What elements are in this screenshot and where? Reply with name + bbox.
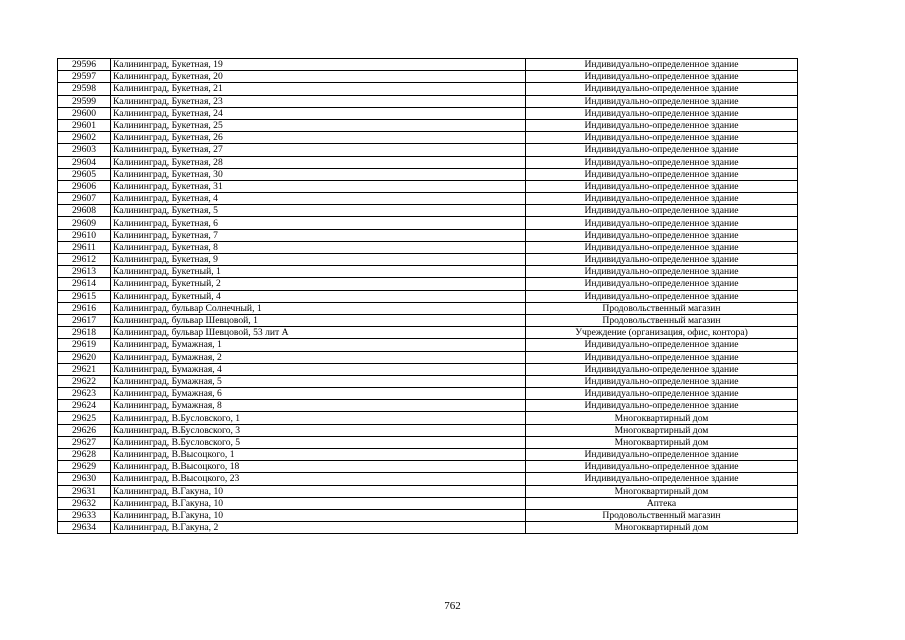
row-address-cell: Калининград, Букетная, 23 <box>111 95 526 107</box>
row-id-cell: 29624 <box>58 400 111 412</box>
table-row <box>58 424 798 436</box>
row-address-cell: Калининград, бульвар Солнечный, 1 <box>111 302 526 314</box>
row-id-cell: 29599 <box>58 95 111 107</box>
row-type-cell: Индивидуально-определенное здание <box>526 363 798 375</box>
row-id-cell: 29604 <box>58 156 111 168</box>
table-row <box>58 400 798 412</box>
row-type-cell: Учреждение (организация, офис, контора) <box>526 327 798 339</box>
table-row <box>58 71 798 83</box>
row-id-cell: 29622 <box>58 375 111 387</box>
row-address-cell: Калининград, Букетная, 20 <box>111 71 526 83</box>
row-id-cell: 29603 <box>58 144 111 156</box>
row-id-cell: 29602 <box>58 132 111 144</box>
row-id-cell: 29613 <box>58 266 111 278</box>
row-id-cell: 29617 <box>58 314 111 326</box>
row-address-cell: Калининград, Бумажная, 5 <box>111 375 526 387</box>
table-row <box>58 436 798 448</box>
row-address-cell: Калининград, В.Гакуна, 10 <box>111 485 526 497</box>
row-type-cell: Индивидуально-определенное здание <box>526 351 798 363</box>
table-row <box>58 314 798 326</box>
table-row <box>58 156 798 168</box>
row-address-cell: Калининград, Букетный, 1 <box>111 266 526 278</box>
row-address-cell: Калининград, Букетная, 31 <box>111 180 526 192</box>
row-type-cell: Индивидуально-определенное здание <box>526 144 798 156</box>
row-id-cell: 29630 <box>58 473 111 485</box>
table-row <box>58 254 798 266</box>
row-type-cell: Индивидуально-определенное здание <box>526 83 798 95</box>
row-address-cell: Калининград, Бумажная, 8 <box>111 400 526 412</box>
row-type-cell: Продовольственный магазин <box>526 509 798 521</box>
row-address-cell: Калининград, Букетная, 21 <box>111 83 526 95</box>
row-type-cell: Индивидуально-определенное здание <box>526 205 798 217</box>
table-row <box>58 95 798 107</box>
row-type-cell: Многоквартирный дом <box>526 412 798 424</box>
row-address-cell: Калининград, Букетная, 30 <box>111 168 526 180</box>
row-id-cell: 29609 <box>58 217 111 229</box>
row-type-cell: Многоквартирный дом <box>526 485 798 497</box>
table-row <box>58 180 798 192</box>
row-type-cell: Индивидуально-определенное здание <box>526 119 798 131</box>
row-type-cell: Индивидуально-определенное здание <box>526 95 798 107</box>
row-address-cell: Калининград, Букетная, 6 <box>111 217 526 229</box>
registry-rows <box>58 59 798 534</box>
table-row <box>58 205 798 217</box>
row-type-cell: Индивидуально-определенное здание <box>526 290 798 302</box>
row-address-cell: Калининград, В.Бусловского, 1 <box>111 412 526 424</box>
row-address-cell: Калининград, В.Гакуна, 10 <box>111 509 526 521</box>
row-address-cell: Калининград, Бумажная, 6 <box>111 388 526 400</box>
row-type-cell: Индивидуально-определенное здание <box>526 71 798 83</box>
table-row <box>58 83 798 95</box>
table-row <box>58 59 798 71</box>
row-address-cell: Калининград, Букетный, 2 <box>111 278 526 290</box>
row-type-cell: Индивидуально-определенное здание <box>526 388 798 400</box>
row-address-cell: Калининград, Букетная, 27 <box>111 144 526 156</box>
table-row <box>58 168 798 180</box>
row-id-cell: 29614 <box>58 278 111 290</box>
row-id-cell: 29608 <box>58 205 111 217</box>
row-type-cell: Многоквартирный дом <box>526 522 798 534</box>
row-id-cell: 29601 <box>58 119 111 131</box>
table-row <box>58 522 798 534</box>
row-type-cell: Многоквартирный дом <box>526 436 798 448</box>
row-id-cell: 29627 <box>58 436 111 448</box>
row-address-cell: Калининград, Букетный, 4 <box>111 290 526 302</box>
row-id-cell: 29606 <box>58 180 111 192</box>
row-id-cell: 29596 <box>58 59 111 71</box>
row-id-cell: 29625 <box>58 412 111 424</box>
table-row <box>58 119 798 131</box>
row-type-cell: Индивидуально-определенное здание <box>526 449 798 461</box>
table-row <box>58 302 798 314</box>
row-address-cell: Калининград, Букетная, 4 <box>111 193 526 205</box>
table-row <box>58 217 798 229</box>
row-address-cell: Калининград, В.Высоцкого, 18 <box>111 461 526 473</box>
row-address-cell: Калининград, В.Бусловского, 3 <box>111 424 526 436</box>
row-address-cell: Калининград, Букетная, 5 <box>111 205 526 217</box>
row-address-cell: Калининград, Букетная, 26 <box>111 132 526 144</box>
row-address-cell: Калининград, В.Высоцкого, 23 <box>111 473 526 485</box>
row-type-cell: Индивидуально-определенное здание <box>526 229 798 241</box>
row-type-cell: Индивидуально-определенное здание <box>526 107 798 119</box>
row-type-cell: Индивидуально-определенное здание <box>526 241 798 253</box>
row-id-cell: 29628 <box>58 449 111 461</box>
row-id-cell: 29634 <box>58 522 111 534</box>
table-row <box>58 327 798 339</box>
row-type-cell: Индивидуально-определенное здание <box>526 339 798 351</box>
table-row <box>58 363 798 375</box>
row-type-cell: Индивидуально-определенное здание <box>526 375 798 387</box>
row-type-cell: Индивидуально-определенное здание <box>526 278 798 290</box>
row-id-cell: 29618 <box>58 327 111 339</box>
row-type-cell: Индивидуально-определенное здание <box>526 180 798 192</box>
table-row <box>58 193 798 205</box>
row-address-cell: Калининград, бульвар Шевцовой, 53 лит А <box>111 327 526 339</box>
row-id-cell: 29620 <box>58 351 111 363</box>
row-id-cell: 29612 <box>58 254 111 266</box>
row-id-cell: 29626 <box>58 424 111 436</box>
row-id-cell: 29610 <box>58 229 111 241</box>
row-type-cell: Индивидуально-определенное здание <box>526 473 798 485</box>
table-row <box>58 144 798 156</box>
table-row <box>58 339 798 351</box>
table-row <box>58 351 798 363</box>
table-row <box>58 412 798 424</box>
row-id-cell: 29623 <box>58 388 111 400</box>
building-registry-table <box>57 58 798 534</box>
row-id-cell: 29633 <box>58 509 111 521</box>
row-address-cell: Калининград, В.Бусловского, 5 <box>111 436 526 448</box>
row-id-cell: 29616 <box>58 302 111 314</box>
table-row <box>58 375 798 387</box>
row-id-cell: 29621 <box>58 363 111 375</box>
row-type-cell: Индивидуально-определенное здание <box>526 266 798 278</box>
row-address-cell: Калининград, Бумажная, 1 <box>111 339 526 351</box>
row-address-cell: Калининград, В.Гакуна, 10 <box>111 497 526 509</box>
row-type-cell: Индивидуально-определенное здание <box>526 254 798 266</box>
row-id-cell: 29631 <box>58 485 111 497</box>
row-address-cell: Калининград, Букетная, 7 <box>111 229 526 241</box>
row-type-cell: Продовольственный магазин <box>526 302 798 314</box>
row-id-cell: 29607 <box>58 193 111 205</box>
row-address-cell: Калининград, В.Гакуна, 2 <box>111 522 526 534</box>
table-row <box>58 485 798 497</box>
row-type-cell: Индивидуально-определенное здание <box>526 132 798 144</box>
row-type-cell: Индивидуально-определенное здание <box>526 461 798 473</box>
row-id-cell: 29598 <box>58 83 111 95</box>
row-address-cell: Калининград, В.Высоцкого, 1 <box>111 449 526 461</box>
table-row <box>58 473 798 485</box>
row-address-cell: Калининград, Букетная, 28 <box>111 156 526 168</box>
row-type-cell: Аптека <box>526 497 798 509</box>
row-type-cell: Индивидуально-определенное здание <box>526 59 798 71</box>
row-type-cell: Продовольственный магазин <box>526 314 798 326</box>
table-row <box>58 509 798 521</box>
row-address-cell: Калининград, бульвар Шевцовой, 1 <box>111 314 526 326</box>
row-type-cell: Индивидуально-определенное здание <box>526 156 798 168</box>
table-row <box>58 132 798 144</box>
row-type-cell: Многоквартирный дом <box>526 424 798 436</box>
row-id-cell: 29632 <box>58 497 111 509</box>
row-type-cell: Индивидуально-определенное здание <box>526 168 798 180</box>
row-address-cell: Калининград, Букетная, 19 <box>111 59 526 71</box>
row-type-cell: Индивидуально-определенное здание <box>526 217 798 229</box>
table-row <box>58 497 798 509</box>
page-number: 762 <box>444 600 461 612</box>
table-row <box>58 388 798 400</box>
table-row <box>58 229 798 241</box>
table-row <box>58 266 798 278</box>
table-row <box>58 241 798 253</box>
row-id-cell: 29615 <box>58 290 111 302</box>
row-id-cell: 29605 <box>58 168 111 180</box>
row-id-cell: 29629 <box>58 461 111 473</box>
table-row <box>58 278 798 290</box>
table-row <box>58 461 798 473</box>
row-id-cell: 29611 <box>58 241 111 253</box>
row-address-cell: Калининград, Букетная, 25 <box>111 119 526 131</box>
table-row <box>58 449 798 461</box>
row-type-cell: Индивидуально-определенное здание <box>526 193 798 205</box>
row-address-cell: Калининград, Букетная, 24 <box>111 107 526 119</box>
row-address-cell: Калининград, Букетная, 9 <box>111 254 526 266</box>
row-address-cell: Калининград, Бумажная, 4 <box>111 363 526 375</box>
row-type-cell: Индивидуально-определенное здание <box>526 400 798 412</box>
table-row <box>58 290 798 302</box>
row-id-cell: 29619 <box>58 339 111 351</box>
table-row <box>58 107 798 119</box>
row-id-cell: 29600 <box>58 107 111 119</box>
row-id-cell: 29597 <box>58 71 111 83</box>
row-address-cell: Калининград, Бумажная, 2 <box>111 351 526 363</box>
row-address-cell: Калининград, Букетная, 8 <box>111 241 526 253</box>
